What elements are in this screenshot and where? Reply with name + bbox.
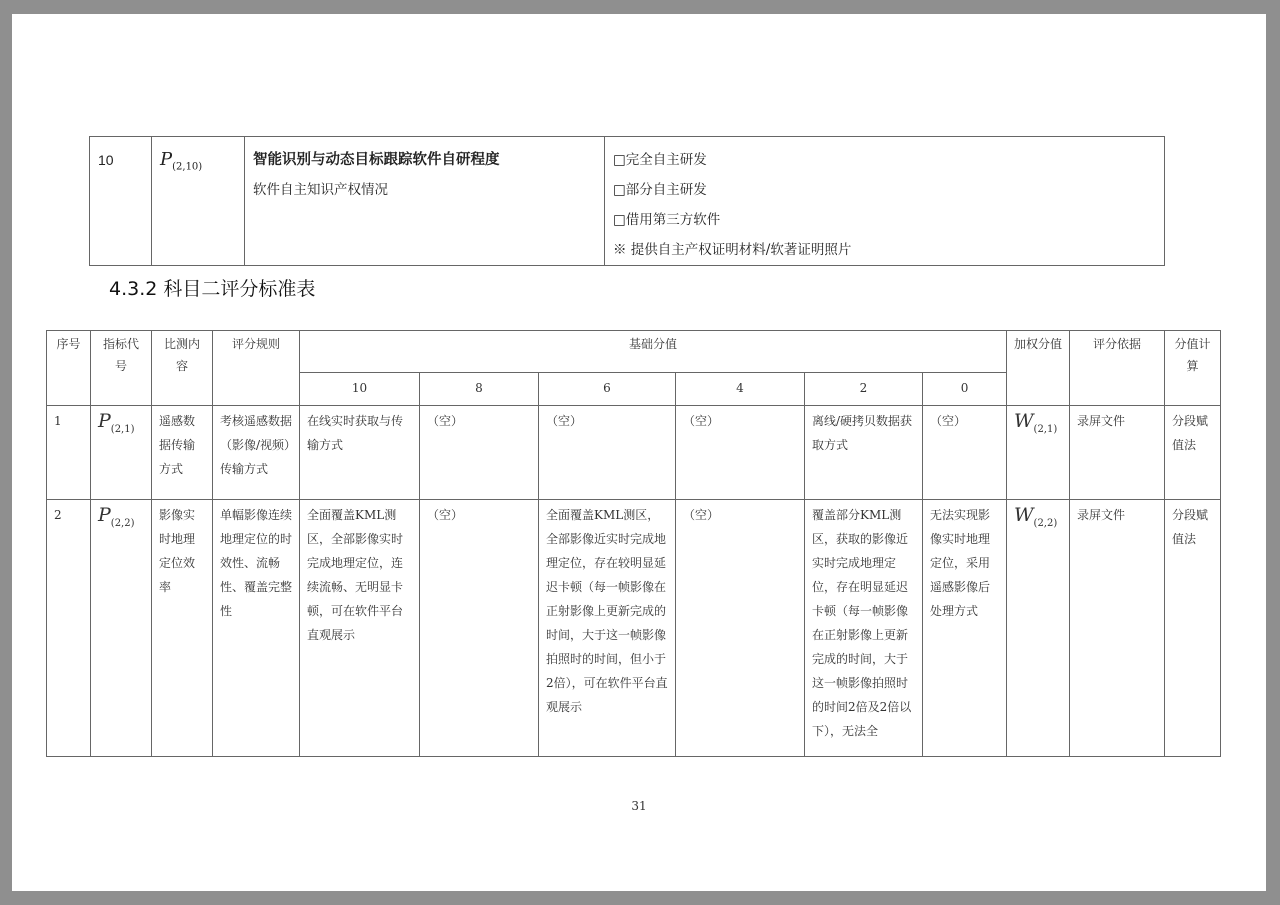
row-content: 影像实时地理定位效率 (152, 500, 213, 757)
score-4: 4 (676, 373, 805, 406)
document-page (12, 14, 1266, 891)
header-calc: 分值计算 (1165, 331, 1221, 406)
header-seq: 序号 (47, 331, 91, 406)
score-2: 2 (805, 373, 923, 406)
content-subtitle: 软件自主知识产权情况 (253, 182, 388, 198)
option-note: ※ 提供自主产权证明材料/软著证明照片 (613, 242, 852, 258)
row-rule: 单幅影像连续地理定位的时效性、流畅性、覆盖完整性 (213, 500, 300, 757)
header-code: 指标代号 (91, 331, 152, 406)
code-letter: P (98, 504, 111, 526)
weight-subscript: (2,1) (1033, 423, 1058, 435)
score-0: 0 (923, 373, 1007, 406)
row-seq: 2 (47, 500, 91, 757)
header-weight: 加权分值 (1007, 331, 1070, 406)
header-content: 比测内容 (152, 331, 213, 406)
option-item: □借用第三方软件 (613, 212, 721, 228)
row-score-0: 无法实现影像实时地理定位，采用遥感影像后处理方式 (923, 500, 1007, 757)
row-code (91, 406, 152, 500)
options-cell (605, 137, 1165, 266)
page-number: 31 (631, 799, 647, 813)
row-score-4: （空） (676, 406, 805, 500)
section-heading: 4.3.2 科目二评分标准表 (109, 278, 316, 300)
row-score-2-text: 覆盖部分KML测区，获取的影像近实时完成地理定位，存在明显延迟卡顿（每一帧影像在正射影像上更新完成的时间，大于 这一帧影像拍照时的时间2倍及2倍以下），无法全 (812, 508, 912, 738)
row-score-2: 离线/硬拷贝数据获取方式 (805, 406, 923, 500)
row-score-6: （空） (539, 406, 676, 500)
row-weight (1007, 500, 1070, 757)
weight-letter: W (1014, 504, 1034, 526)
row-seq: 1 (47, 406, 91, 500)
seq-cell: 10 (90, 137, 152, 266)
option-item: □部分自主研发 (613, 182, 707, 198)
score-10: 10 (300, 373, 420, 406)
row-calc: 分段赋值法 (1165, 406, 1221, 500)
weight-letter: W (1014, 410, 1034, 432)
indicator-letter: P (160, 149, 173, 170)
row-weight (1007, 406, 1070, 500)
score-6: 6 (539, 373, 676, 406)
row-score-0: （空） (923, 406, 1007, 500)
row-score-10: 全面覆盖KML测区，全部影像实时完成地理定位，连续流畅、无明显卡顿，可在软件平台直观展示 (300, 500, 420, 757)
row-rule: 考核遥感数据（影像/视频）传输方式 (213, 406, 300, 500)
header-row (47, 331, 1221, 373)
content-cell (245, 137, 605, 266)
top-indicator-table (89, 136, 1165, 266)
indicator-subscript: (2,10) (172, 161, 203, 173)
row-score-4: （空） (676, 500, 805, 757)
code-subscript: (2,1) (110, 423, 135, 435)
row-basis: 录屏文件 (1070, 406, 1165, 500)
content-title: 智能识别与动态目标跟踪软件自研程度 (253, 151, 500, 168)
row-code (91, 500, 152, 757)
code-letter: P (98, 410, 111, 432)
score-8: 8 (420, 373, 539, 406)
table-row (47, 406, 1221, 500)
option-item: □完全自主研发 (613, 152, 707, 168)
header-base-score: 基础分值 (300, 331, 1007, 373)
row-score-10: 在线实时获取与传输方式 (300, 406, 420, 500)
row-score-2 (805, 500, 923, 757)
scoring-table (46, 330, 1221, 757)
row-content: 遥感数据传输方式 (152, 406, 213, 500)
row-score-8: （空） (420, 406, 539, 500)
row-score-6-text: 全面覆盖KML测区，全部影像近实时完成地理定位，存在较明显延迟卡顿（每一帧影像在正射影像上更新完成的时间，大于这一帧影像拍照时的时间，但小于2倍），可在软件平台直观展示 (546, 508, 668, 714)
table-row (47, 500, 1221, 757)
row-score-6 (539, 500, 676, 757)
header-rule: 评分规则 (213, 331, 300, 406)
table-row (90, 137, 1165, 266)
header-basis: 评分依据 (1070, 331, 1165, 406)
row-basis: 录屏文件 (1070, 500, 1165, 757)
indicator-code-cell (152, 137, 245, 266)
row-score-8: （空） (420, 500, 539, 757)
row-calc: 分段赋值法 (1165, 500, 1221, 757)
code-subscript: (2,2) (110, 517, 135, 529)
weight-subscript: (2,2) (1033, 517, 1058, 529)
